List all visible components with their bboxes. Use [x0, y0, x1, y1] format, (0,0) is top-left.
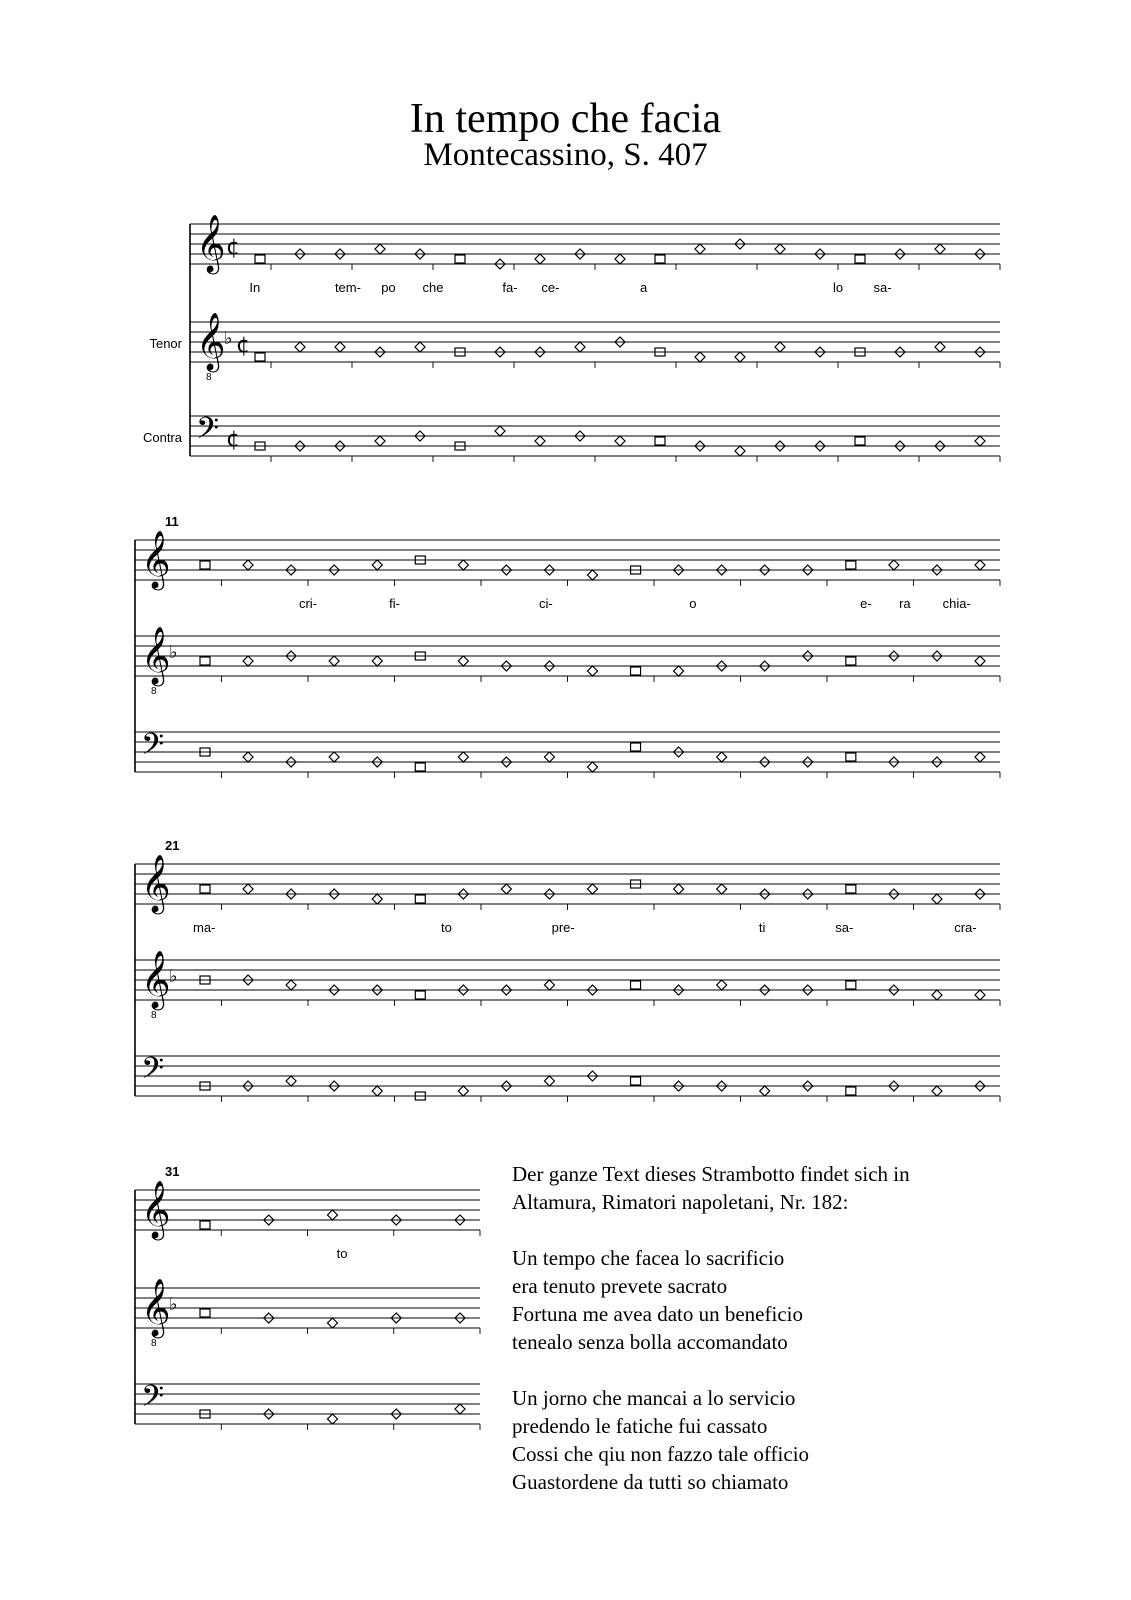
breve-note — [846, 561, 856, 569]
octave-mark: 8 — [151, 1338, 157, 1349]
lyric-syllable: che — [422, 280, 444, 295]
lyric-syllable: to — [440, 920, 452, 935]
semibreve-note — [932, 1086, 942, 1096]
breve-note — [200, 1309, 210, 1317]
octave-mark: 8 — [151, 686, 157, 697]
piece-title: In tempo che facia — [409, 96, 722, 142]
semibreve-note — [544, 1076, 554, 1086]
treble-clef-icon: 𝄞 — [141, 950, 171, 1008]
verse-line: predendo le fatiche fui cassato — [512, 1414, 768, 1438]
semibreve-note — [935, 244, 945, 254]
breve-note — [255, 255, 265, 263]
breve-note — [415, 991, 425, 999]
semibreve-note — [760, 1086, 770, 1096]
breve-note — [415, 895, 425, 903]
bass-clef-icon: 𝄢 — [141, 1052, 165, 1093]
measure-number: 11 — [165, 514, 179, 529]
voice-label: Tenor — [149, 336, 182, 351]
breve-note — [631, 1077, 641, 1085]
breve-note — [855, 437, 865, 445]
flat-key-icon: ♭ — [224, 328, 233, 349]
intro-line: Der ganze Text dieses Strambotto findet sich in — [512, 1162, 910, 1186]
lyric-syllable: cri- — [298, 596, 318, 611]
semibreve-note — [286, 1076, 296, 1086]
flat-key-icon: ♭ — [169, 966, 178, 987]
semibreve-note — [243, 560, 253, 570]
semibreve-note — [329, 656, 339, 666]
semibreve-note — [615, 436, 625, 446]
lyric-syllable: ra — [899, 596, 911, 611]
treble-clef-icon: 𝄞 — [141, 854, 171, 912]
breve-note — [631, 743, 641, 751]
semibreve-note — [243, 656, 253, 666]
semibreve-note — [243, 752, 253, 762]
breve-note — [200, 885, 210, 893]
semibreve-note — [458, 1086, 468, 1096]
semibreve-note — [717, 980, 727, 990]
lyric-syllable: e- — [860, 596, 872, 611]
semibreve-note — [975, 990, 985, 1000]
treble-clef-icon: 𝄞 — [141, 530, 171, 588]
lyric-syllable: to — [336, 1246, 348, 1261]
lyric-syllable: o — [689, 596, 697, 611]
verse-line: Un jorno che mancai a lo servicio — [512, 1386, 796, 1410]
lyric-syllable: a — [639, 280, 648, 295]
semibreve-note — [329, 752, 339, 762]
semibreve-note — [775, 342, 785, 352]
semibreve-note — [372, 656, 382, 666]
treble-clef-icon: 𝄞 — [141, 626, 171, 684]
semibreve-note — [243, 884, 253, 894]
semibreve-note — [932, 990, 942, 1000]
flat-key-icon: ♭ — [169, 1294, 178, 1315]
lyric-syllable: sa- — [835, 920, 854, 935]
semibreve-note — [717, 752, 727, 762]
verse-line: Un tempo che facea lo sacrificio — [512, 1246, 785, 1270]
lyric-syllable: ci- — [539, 596, 553, 611]
lyric-syllable: po — [381, 280, 396, 295]
breve-note — [455, 255, 465, 263]
lyric-syllable: sa- — [873, 280, 892, 295]
bass-clef-icon: 𝄢 — [196, 412, 220, 453]
semibreve-note — [775, 244, 785, 254]
semibreve-note — [535, 436, 545, 446]
bass-clef-icon: 𝄢 — [141, 1380, 165, 1421]
semibreve-note — [495, 426, 505, 436]
semibreve-note — [615, 254, 625, 264]
cut-time-icon: ¢ — [236, 333, 250, 358]
semibreve-note — [295, 342, 305, 352]
breve-note — [846, 657, 856, 665]
semibreve-note — [588, 762, 598, 772]
semibreve-note — [735, 446, 745, 456]
cut-time-icon: ¢ — [226, 427, 240, 452]
breve-note — [631, 981, 641, 989]
semibreve-note — [575, 342, 585, 352]
semibreve-note — [975, 560, 985, 570]
breve-note — [846, 885, 856, 893]
lyric-syllable: cra- — [954, 920, 977, 935]
lyric-syllable: pre- — [551, 920, 575, 935]
octave-mark: 8 — [206, 372, 212, 383]
breve-note — [415, 763, 425, 771]
semibreve-note — [286, 980, 296, 990]
lyric-syllable: lo — [832, 280, 844, 295]
semibreve-note — [588, 570, 598, 580]
flat-key-icon: ♭ — [169, 642, 178, 663]
voice-label: Contra — [142, 430, 182, 445]
semibreve-note — [458, 656, 468, 666]
semibreve-note — [975, 752, 985, 762]
strambotto-text — [512, 1160, 1072, 1496]
verse-line: Cossi che qiu non fazzo tale officio — [512, 1442, 810, 1466]
breve-note — [846, 981, 856, 989]
semibreve-note — [695, 352, 705, 362]
bass-clef-icon: 𝄢 — [141, 728, 165, 769]
semibreve-note — [935, 342, 945, 352]
semibreve-note — [717, 884, 727, 894]
lyric-syllable: fa- — [502, 280, 518, 295]
semibreve-note — [328, 1210, 338, 1220]
semibreve-note — [674, 666, 684, 676]
treble-clef-icon: 𝄞 — [196, 214, 226, 272]
breve-note — [200, 1221, 210, 1229]
treble-clef-icon: 𝄞 — [196, 312, 226, 370]
octave-mark: 8 — [151, 1010, 157, 1021]
semibreve-note — [735, 352, 745, 362]
semibreve-note — [932, 894, 942, 904]
breve-note — [200, 657, 210, 665]
cut-time-icon: ¢ — [226, 235, 240, 260]
breve-note — [855, 255, 865, 263]
semibreve-note — [328, 1318, 338, 1328]
verse-line: Guastordene da tutti so chiamato — [512, 1470, 789, 1494]
measure-number: 31 — [165, 1164, 180, 1179]
breve-note — [846, 1087, 856, 1095]
semibreve-note — [372, 894, 382, 904]
lyric-syllable: ti — [758, 920, 766, 935]
semibreve-note — [544, 752, 554, 762]
verse-line: Fortuna me avea dato un beneficio — [512, 1302, 803, 1326]
breve-note — [655, 255, 665, 263]
semibreve-note — [455, 1404, 465, 1414]
semibreve-note — [674, 884, 684, 894]
semibreve-note — [375, 244, 385, 254]
lyric-syllable: tem- — [334, 280, 361, 295]
lyric-syllable: fi- — [389, 596, 400, 611]
semibreve-note — [535, 254, 545, 264]
intro-line: Altamura, Rimatori napoletani, Nr. 182: — [512, 1190, 849, 1214]
lyric-syllable: ma- — [193, 920, 216, 935]
breve-note — [631, 667, 641, 675]
semibreve-note — [335, 342, 345, 352]
lyric-syllable: In — [249, 280, 261, 295]
semibreve-note — [372, 560, 382, 570]
verse-line: tenealo senza bolla accomandato — [512, 1330, 788, 1354]
lyric-syllable: ce- — [541, 280, 560, 295]
semibreve-note — [544, 980, 554, 990]
semibreve-note — [415, 342, 425, 352]
breve-note — [846, 753, 856, 761]
semibreve-note — [695, 244, 705, 254]
semibreve-note — [375, 436, 385, 446]
source-subtitle: Montecassino, S. 407 — [423, 137, 708, 173]
breve-note — [200, 561, 210, 569]
semibreve-note — [588, 884, 598, 894]
semibreve-note — [501, 884, 511, 894]
semibreve-note — [328, 1414, 338, 1424]
measure-number: 21 — [165, 838, 180, 853]
semibreve-note — [372, 1086, 382, 1096]
semibreve-note — [889, 560, 899, 570]
verse-line: era tenuto prevete sacrato — [512, 1274, 728, 1298]
semibreve-note — [975, 656, 985, 666]
treble-clef-icon: 𝄞 — [141, 1180, 171, 1238]
semibreve-note — [458, 752, 468, 762]
semibreve-note — [588, 666, 598, 676]
semibreve-note — [458, 560, 468, 570]
lyric-syllable: chia- — [942, 596, 971, 611]
breve-note — [655, 437, 665, 445]
breve-note — [255, 353, 265, 361]
semibreve-note — [975, 436, 985, 446]
treble-clef-icon: 𝄞 — [141, 1278, 171, 1336]
